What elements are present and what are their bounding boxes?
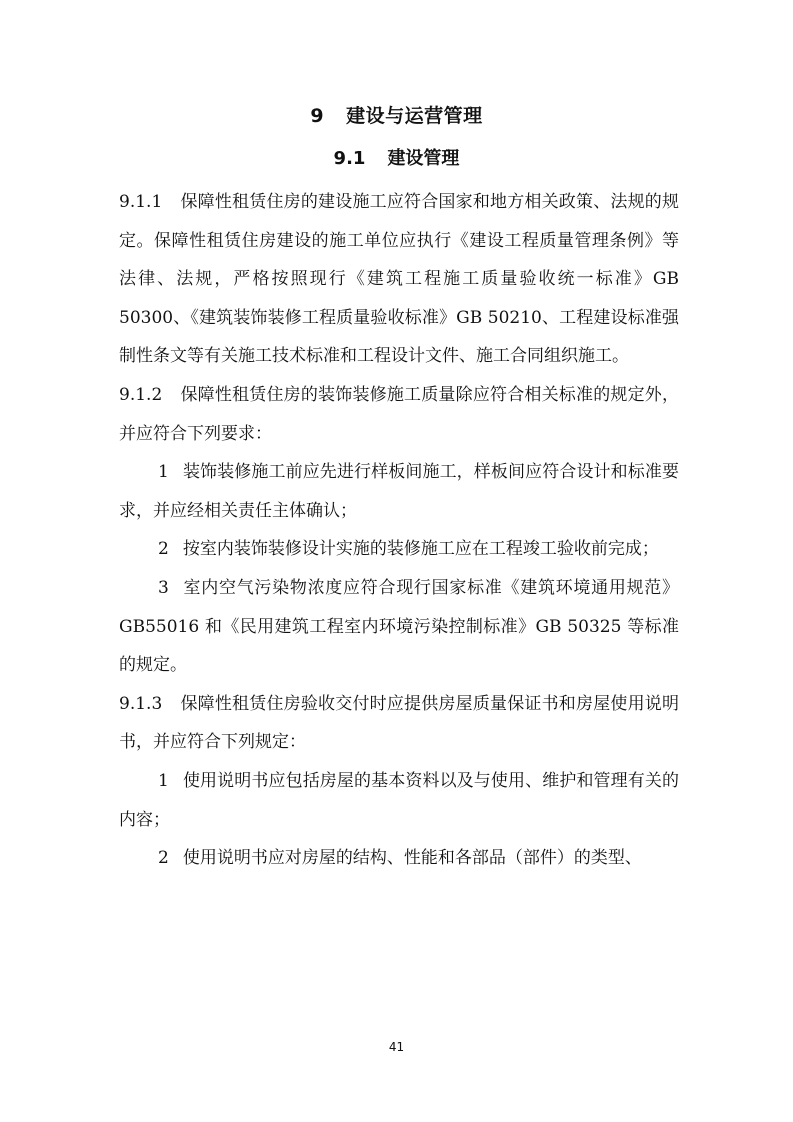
chapter-number: 9 [310,105,325,127]
chapter-title-text: 建设与运营管理 [346,105,483,127]
item-text: 使用说明书应包括房屋的基本资料以及与使用、维护和管理有关的内容； [119,770,679,830]
clause-9-1-1 [119,183,679,376]
clause-text: 保障性租赁住房的建设施工应符合国家和地方相关政策、法规的规定。保障性租赁住房建设的施工单位应执行《建设工程质量管理条例》等法律、法规，严格按照现行《建筑工程施工质量验收统一标准》GB 50300、《建筑装饰装修工程质量验收标准》GB 50210、工程建设标准强制性条文等有关施工技术标准和工程设计文件、施工合同组织施工。 [119,192,679,367]
list-item [119,569,679,685]
chapter-title [0,102,793,130]
item-text: 室内空气污染物浓度应符合现行国家标准《建筑环境通用规范》GB55016 和《民用建筑工程室内环境污染控制标准》GB 50325 等标准的规定。 [119,577,679,676]
item-number: 1 [158,462,169,483]
item-text: 装饰装修施工前应先进行样板间施工，样板间应符合设计和标准要求，并应经相关责任主体确认； [119,462,679,521]
list-item [119,530,679,569]
clause-text: 保障性租赁住房验收交付时应提供房屋质量保证书和房屋使用说明书，并应符合下列规定： [119,693,679,753]
item-number: 1 [158,770,169,791]
item-number: 2 [158,848,169,869]
clause-number: 9.1.2 [119,384,163,405]
item-text: 使用说明书应对房屋的结构、性能和各部品（部件）的类型、 [182,848,642,869]
section-title [0,145,793,173]
clause-text: 保障性租赁住房的装饰装修施工质量除应符合相关标准的规定外，并应符合下列要求： [119,384,679,444]
item-text: 按室内装饰装修设计实施的装修施工应在工程竣工验收前完成； [182,539,659,560]
list-item [119,839,679,878]
clause-number: 9.1.1 [119,192,163,212]
clause-number: 9.1.3 [119,693,163,714]
clause-9-1-3 [119,685,679,762]
section-number: 9.1 [333,148,366,169]
section-title-text: 建设管理 [387,148,460,169]
item-number: 2 [158,539,169,560]
list-item [119,453,679,530]
body-text [119,183,679,878]
clause-9-1-2 [119,376,679,453]
page-number: 41 [388,1040,405,1054]
list-item [119,762,679,839]
item-number: 3 [158,577,169,598]
